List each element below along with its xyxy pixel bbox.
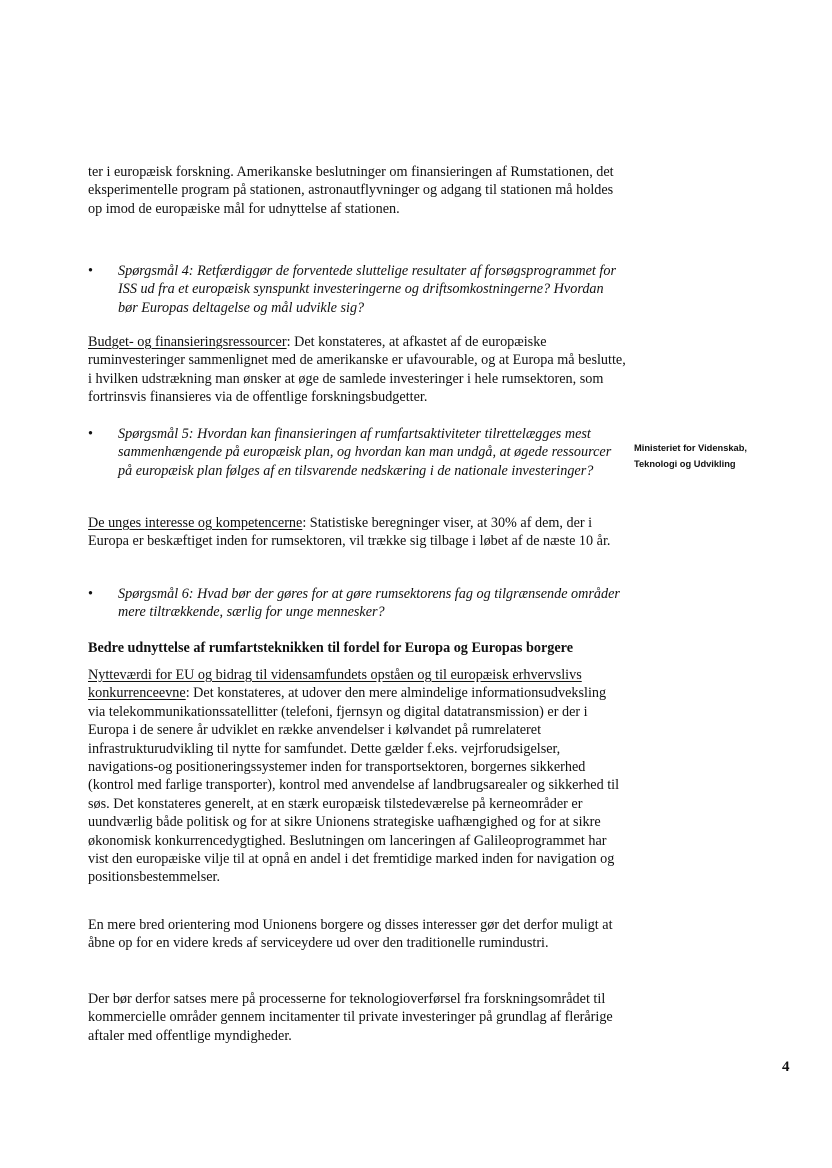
question-6-text: Spørgsmål 6: Hvad bør der gøres for at gøre rumsektorens fag og tilgrænsende områder mere tiltrækkende, særlig for unge mennesker? bbox=[118, 586, 620, 621]
youth-text: : Statistiske beregninger viser, at 30% af dem, der i Europa er beskæftiget inden for rumsektoren, vil trække sig tilbage i løbet af de næste 10 år. bbox=[88, 515, 611, 550]
budget-label: Budget- og finansieringsressourcer bbox=[88, 334, 287, 350]
bullet-icon: • bbox=[88, 426, 93, 442]
question-5-text: Spørgsmål 5: Hvordan kan finansieringen af rumfartsaktiviteter tilrettelægges mest sammenhængende på europæisk plan, og hvordan kan man undgå, at øgede ressourcer på europæisk plan følges af en tilsvarende nedskæring i de nationale investeringer? bbox=[118, 426, 612, 479]
page-number: 4 bbox=[782, 1059, 790, 1075]
bullet-icon: • bbox=[88, 263, 93, 279]
citizens-text: En mere bred orientering mod Unionens borgere og disses interesser gør det derfor muligt at åbne op for en videre kreds af serviceydere ud over den traditionelle rumindustri. bbox=[88, 917, 613, 952]
value-label: Nytteværdi for EU og bidrag til vidensamfundets opståen og til europæisk erhvervslivs konkurrenceevne bbox=[88, 667, 582, 702]
ministry-sidebar bbox=[634, 440, 814, 472]
question-4 bbox=[88, 262, 624, 317]
budget-paragraph bbox=[88, 333, 628, 407]
youth-label: De unges interesse og kompetencerne bbox=[88, 515, 303, 531]
budget-text: : Det konstateres, at afkastet af de europæiske ruminvesteringer sammenlignet med de amerikanske er ufavourable, og at Europa må beslutte, i hvilken udstrækning man ønsker at øge de samlede investeringer i hele rumsektoren, som fortrinsvis finansieres via de offentlige forskningsbudgetter. bbox=[88, 334, 626, 406]
section-heading: Bedre udnyttelse af rumfartsteknikken til fordel for Europa og Europas borgere bbox=[88, 640, 573, 656]
transfer-text: Der bør derfor satses mere på processerne for teknologioverførsel fra forskningsområdet til kommercielle områder gennem incitamenter til private investeringer på grundlag af flerårige aftaler med offentlige myndigheder. bbox=[88, 991, 613, 1044]
question-6 bbox=[88, 585, 624, 622]
value-paragraph bbox=[88, 666, 624, 887]
intro-text: ter i europæisk forskning. Amerikanske beslutninger om finansieringen af Rumstationen, det eksperimentelle program på stationen, astronautflyvninger og adgang til stationen må holdes op imod de europæiske mål for udnyttelse af stationen. bbox=[88, 164, 614, 217]
citizens-paragraph bbox=[88, 916, 624, 953]
question-4-text: Spørgsmål 4: Retfærdiggør de forventede sluttelige resultater af forsøgsprogrammet for ISS ud fra et europæisk synspunkt investeringerne og driftsomkostningerne? Hvordan bør Europas deltagelse og mål udvikle sig? bbox=[118, 263, 616, 316]
question-5 bbox=[88, 425, 624, 480]
youth-paragraph bbox=[88, 514, 624, 551]
intro-paragraph bbox=[88, 163, 624, 218]
value-text: : Det konstateres, at udover den mere almindelige informationsudveksling via telekommunikationssatellitter (telefoni, fjernsyn og digital datatransmission) er der i Europa i de senere år udviklet en række anvendelser i kølvandet på rumrelateret infrastrukturudvikling til nytte for samfundet. Dette gælder f.eks. vejrforudsigelser, navigations-og positioneringssystemer inden for transportsektoren, borgernes sikkerhed (kontrol med farlige transporter), kontrol med anvendelse af landbrugsarealer og sikkerhed til søs. Det konstateres generelt, at en stærk europæisk tilstedeværelse på kerneområder er uundværlig både politisk og for at sikre Unionens strategiske uafhængighed og for at sikre økonomisk konkurrencedygtighed. Beslutningen om lanceringen af Galileoprogrammet har vist den europæiske vilje til at opnå en andel i det fremtidige marked inden for navigation og positionsbestemmelser. bbox=[88, 685, 620, 886]
bullet-icon: • bbox=[88, 586, 93, 602]
ministry-line-2: Teknologi og Udvikling bbox=[634, 459, 736, 469]
ministry-line-1: Ministeriet for Videnskab, bbox=[634, 443, 747, 453]
transfer-paragraph bbox=[88, 990, 624, 1045]
